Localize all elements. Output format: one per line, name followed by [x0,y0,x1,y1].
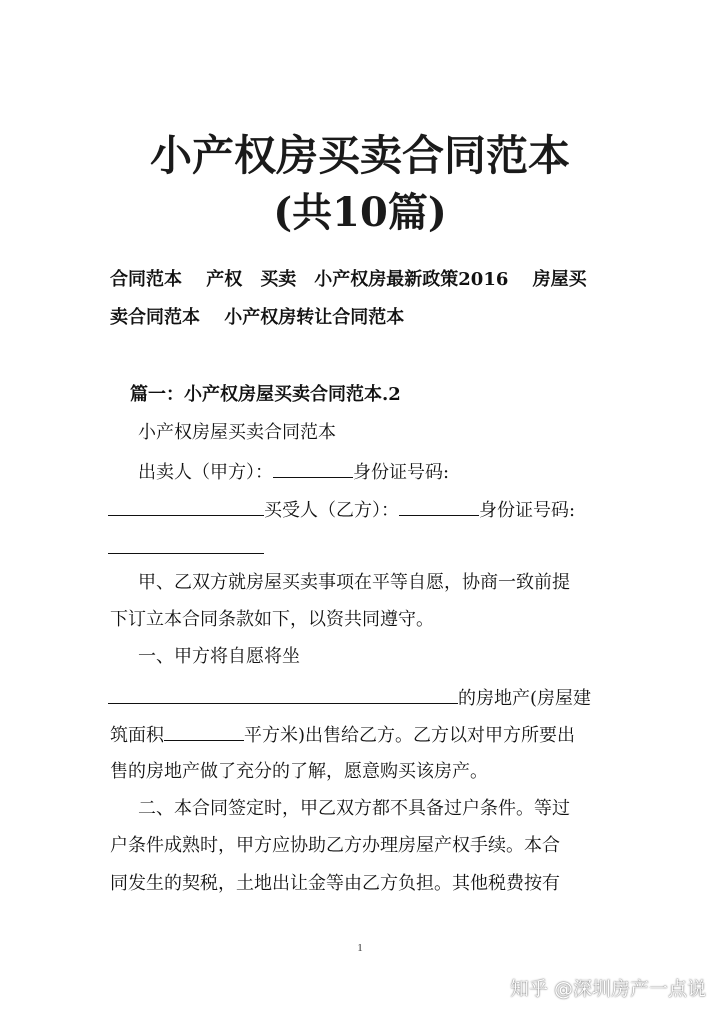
clause-1-line-3-tail: 平方米)出售给乙方。乙方以对甲方所要出 [244,725,576,746]
section-heading: 篇一：小产权房屋买卖合同范本.2 [130,384,401,405]
page-number: 1 [357,942,363,954]
buyer-label: 买受人（乙方）： [264,500,399,521]
seller-id-label: 身份证号码: [353,462,450,483]
clause-1-line-2 [108,685,591,711]
buyer-name-blank [399,497,479,516]
clause-1-line-3 [110,722,575,748]
buyer-id-line [108,535,264,561]
seller-id-blank [108,497,264,516]
buyer-id-blank [108,535,264,554]
buyer-id-label: 身份证号码: [479,500,576,521]
buyer-line [108,497,575,523]
document-title: 小产权房买卖合同范本 [149,131,570,180]
seller-label: 出卖人（甲方）： [138,462,273,483]
tags-line-2: 卖合同范本 小产权房转让合同范本 [110,307,405,328]
clause-1-line-3-head: 筑面积 [110,725,164,746]
paragraph-1-line-1: 甲、乙双方就房屋买卖事项在平等自愿，协商一致前提 [138,572,570,593]
source-watermark: 知乎 @深圳房产一点说 [509,978,706,1000]
seller-line [138,459,449,485]
document-title-count: (共10篇) [273,189,447,236]
subheading: 小产权房屋买卖合同范本 [138,422,336,443]
seller-name-blank [273,459,353,478]
clause-1-line-1: 一、甲方将自愿将坐 [138,646,300,667]
clause-1-line-4: 售的房地产做了充分的了解，愿意购买该房产。 [110,761,488,782]
clause-1-line-2-tail: 的房地产(房屋建 [458,688,592,709]
clause-2-line-3: 同发生的契税，土地出让金等由乙方负担。其他税费按有 [110,873,560,894]
property-location-blank [108,685,458,704]
clause-2-line-1: 二、本合同签定时，甲乙双方都不具备过户条件。等过 [138,798,570,819]
paragraph-1-line-2: 下订立本合同条款如下，以资共同遵守。 [110,609,434,630]
floor-area-blank [164,722,244,741]
clause-2-line-2: 户条件成熟时，甲方应协助乙方办理房屋产权手续。本合 [110,835,560,856]
tags-line-1: 合同范本 产权 买卖 小产权房最新政策2016 房屋买 [110,269,587,290]
